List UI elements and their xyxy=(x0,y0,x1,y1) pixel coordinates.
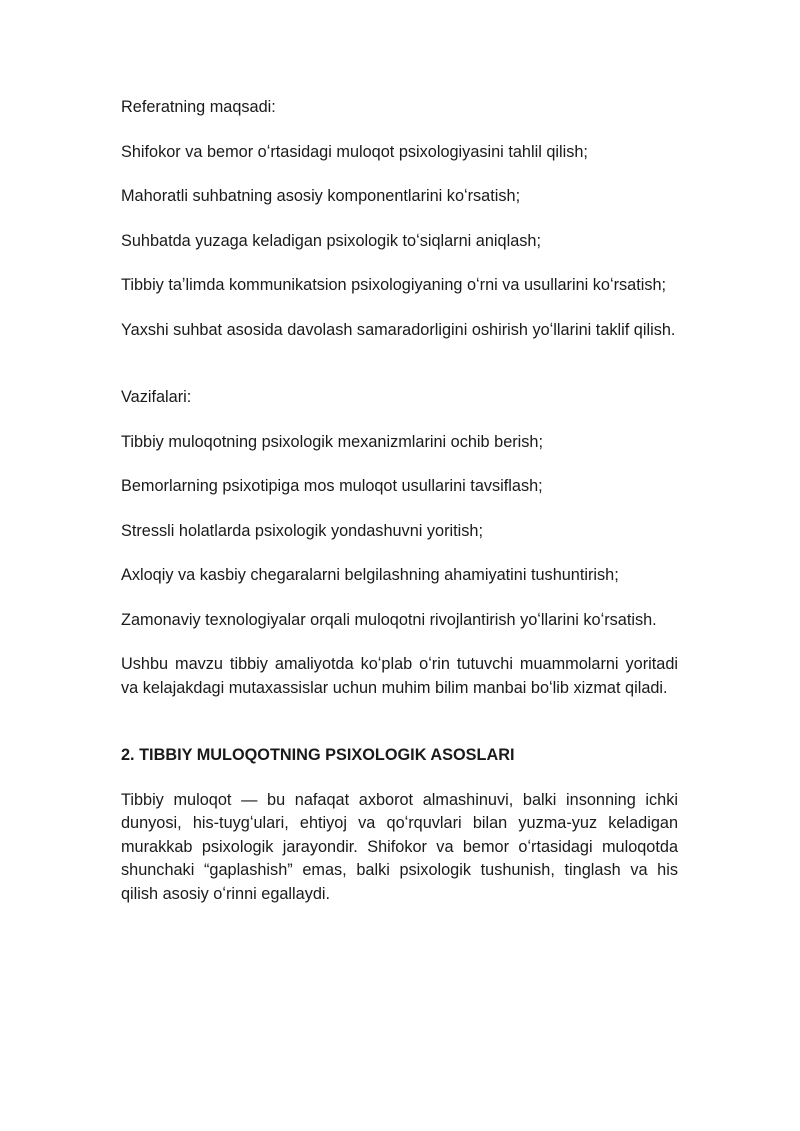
section-paragraph: Tibbiy muloqot — bu nafaqat axborot almashinuvi, balki insonning ichki dunyosi, his-tuygʻulari, ehtiyoj va qoʻrquvlari bilan yuzma-yuz keladigan murakkab psixologik jarayondir. Shifokor va bemor oʻrtasidagi muloqotda shunchaki “gaplashish” emas, balki psixologik tushunish, tinglash va his qilish asosiy oʻrinni egallaydi. xyxy=(121,790,678,903)
goals-title: Referatning maqsadi: xyxy=(121,98,276,116)
goal-item: Suhbatda yuzaga keladigan psixologik toʻsiqlarni aniqlash; xyxy=(121,231,541,250)
goal-item: Shifokor va bemor oʻrtasidagi muloqot psixologiyasini tahlil qilish; xyxy=(121,142,588,161)
goal-item: Yaxshi suhbat asosida davolash samaradorligini oshirish yoʻllarini taklif qilish. xyxy=(121,320,676,339)
summary-paragraph: Ushbu mavzu tibbiy amaliyotda koʻplab oʻrin tutuvchi muammolarni yoritadi va kelajakdagi mutaxassislar uchun muhim bilim manbai boʻlib xizmat qiladi. xyxy=(121,655,678,697)
tasks-title: Vazifalari: xyxy=(121,388,192,406)
goal-item: Tibbiy taʼlimda kommunikatsion psixologiyaning oʻrni va usullarini koʻrsatish; xyxy=(121,276,667,294)
goal-item: Mahoratli suhbatning asosiy komponentlarini koʻrsatish; xyxy=(121,187,521,205)
task-item: Bemorlarning psixotipiga mos muloqot usullarini tavsiflash; xyxy=(121,477,543,495)
task-item: Tibbiy muloqotning psixologik mexanizmlarini ochib berish; xyxy=(121,432,544,451)
task-item: Axloqiy va kasbiy chegaralarni belgilashning ahamiyatini tushuntirish; xyxy=(121,566,619,584)
task-item: Zamonaviy texnologiyalar orqali muloqotni rivojlantirish yoʻllarini koʻrsatish. xyxy=(121,610,657,629)
section-heading: 2. TIBBIY MULOQOTNING PSIXOLOGIK ASOSLARI xyxy=(121,746,515,764)
document-page xyxy=(121,96,678,906)
task-item: Stressli holatlarda psixologik yondashuvni yoritish; xyxy=(121,521,483,540)
